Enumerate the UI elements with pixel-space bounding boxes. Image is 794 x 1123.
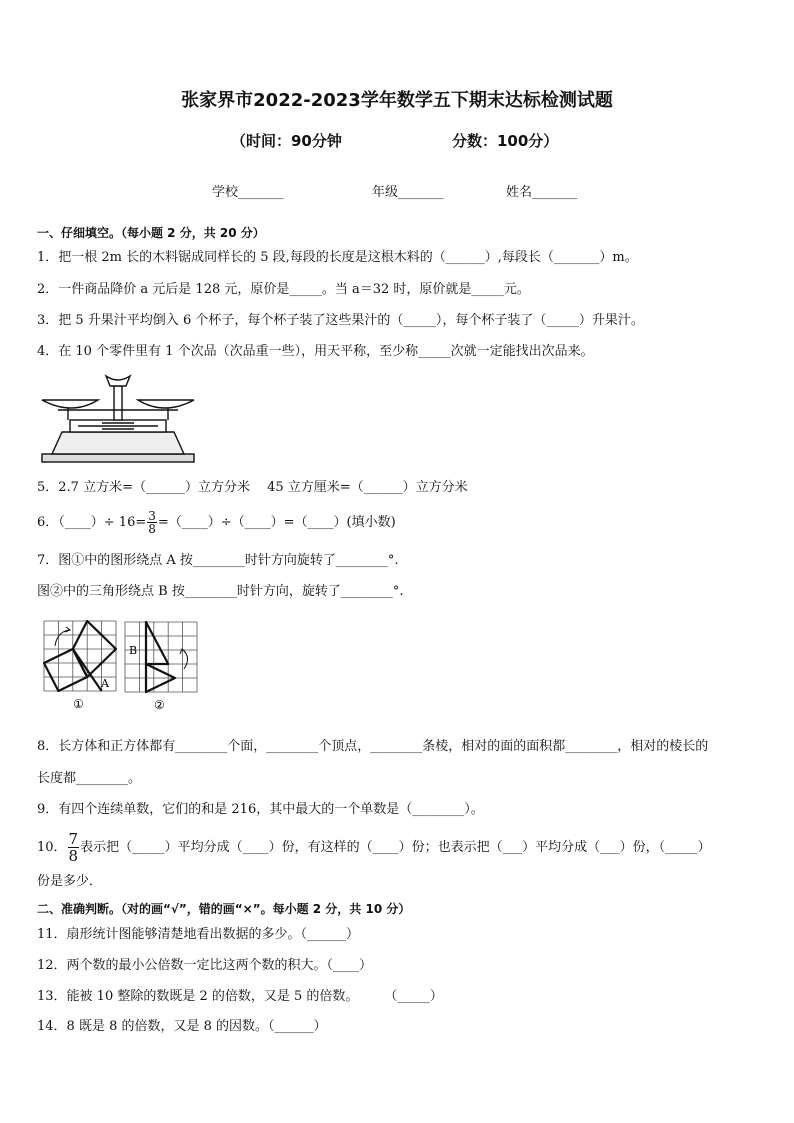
question-8-line2: 长度都________。 xyxy=(37,771,142,786)
rotation-figure-2 xyxy=(124,621,199,713)
question-8-line1: 8．长方体和正方体都有________个面，________个顶点，________条棱，相对的面的面积都________，相对的棱长的 xyxy=(37,739,709,754)
question-10-text: 表示把（_____）平均分成（____）份，有这样的（____）份；也表示把（___）平均分成（___）份，（_____） xyxy=(80,840,711,855)
exam-time: （时间：90分钟 xyxy=(231,132,342,150)
rotation-figure-1 xyxy=(43,620,118,712)
fraction-denominator: 8 xyxy=(148,522,156,536)
figure-1-number: ① xyxy=(73,697,84,711)
balance-scale-image xyxy=(38,370,198,466)
point-b-label: B xyxy=(129,644,138,657)
page-title: 张家界市2022-2023学年数学五下期末达标检测试题 xyxy=(181,90,613,111)
grade-field: 年级_______ xyxy=(372,185,444,200)
question-14: 14．8 既是 8 的倍数，又是 8 的因数。（______） xyxy=(37,1019,327,1034)
question-13: 13．能被 10 整除的数既是 2 的倍数，又是 5 的倍数。 （_____） xyxy=(37,989,443,1004)
question-9: 9．有四个连续单数，它们的和是 216，其中最大的一个单数是（________）。 xyxy=(37,802,484,817)
question-1: 1．把一根 2m 长的木料锯成同样长的 5 段,每段的长度是这根木料的（______）,每段长（_______）m。 xyxy=(37,250,638,265)
question-7-line2: 图②中的三角形绕点 B 按________时针方向，旋转了________°. xyxy=(37,584,404,599)
point-a-label: A xyxy=(101,677,109,690)
question-11: 11．扇形统计图能够清楚地看出数据的多少。（______） xyxy=(37,927,360,942)
question-10-line2: 份是多少． xyxy=(37,874,103,889)
school-field: 学校_______ xyxy=(212,185,284,200)
name-field: 姓名_______ xyxy=(506,185,578,200)
question-4: 4．在 10 个零件里有 1 个次品（次品重一些），用天平称，至少称_____次就一定能找出次品来。 xyxy=(37,344,594,359)
section2-heading: 二、准确判断。（对的画“√”，错的画“×”。每小题 2 分，共 10 分） xyxy=(37,902,411,916)
fraction-denominator: 8 xyxy=(68,847,79,865)
section1-heading: 一、仔细填空。（每小题 2 分，共 20 分） xyxy=(37,226,265,240)
fraction-3-8 xyxy=(147,510,157,535)
question-12: 12．两个数的最小公倍数一定比这两个数的积大。（____） xyxy=(37,958,373,973)
question-7-line1: 7．图①中的图形绕点 A 按________时针方向旋转了________°. xyxy=(37,553,399,568)
question-10-line1 xyxy=(37,831,711,864)
question-6-part-a: 6．（____）÷ 16= xyxy=(37,515,147,530)
question-10-number: 10． xyxy=(37,840,67,855)
fraction-numerator: 3 xyxy=(148,509,156,523)
question-5: 5．2.7 立方米=（______）立方分米 45 立方厘米=（______）立方分米 xyxy=(37,480,468,495)
question-2: 2．一件商品降价 a 元后是 128 元，原价是_____。当 a＝32 时，原价就是_____元。 xyxy=(37,282,530,297)
figure-2-number: ② xyxy=(154,698,165,712)
fraction-numerator: 7 xyxy=(68,830,79,848)
fraction-7-8 xyxy=(68,831,80,864)
exam-score: 分数：100分） xyxy=(452,132,559,150)
question-6 xyxy=(37,510,396,535)
question-6-part-b: =（____）÷（____）=（____）(填小数) xyxy=(157,515,396,530)
question-3: 3．把 5 升果汁平均倒入 6 个杯子，每个杯子装了这些果汁的（_____），每个杯子装了（_____）升果汁。 xyxy=(37,313,644,328)
